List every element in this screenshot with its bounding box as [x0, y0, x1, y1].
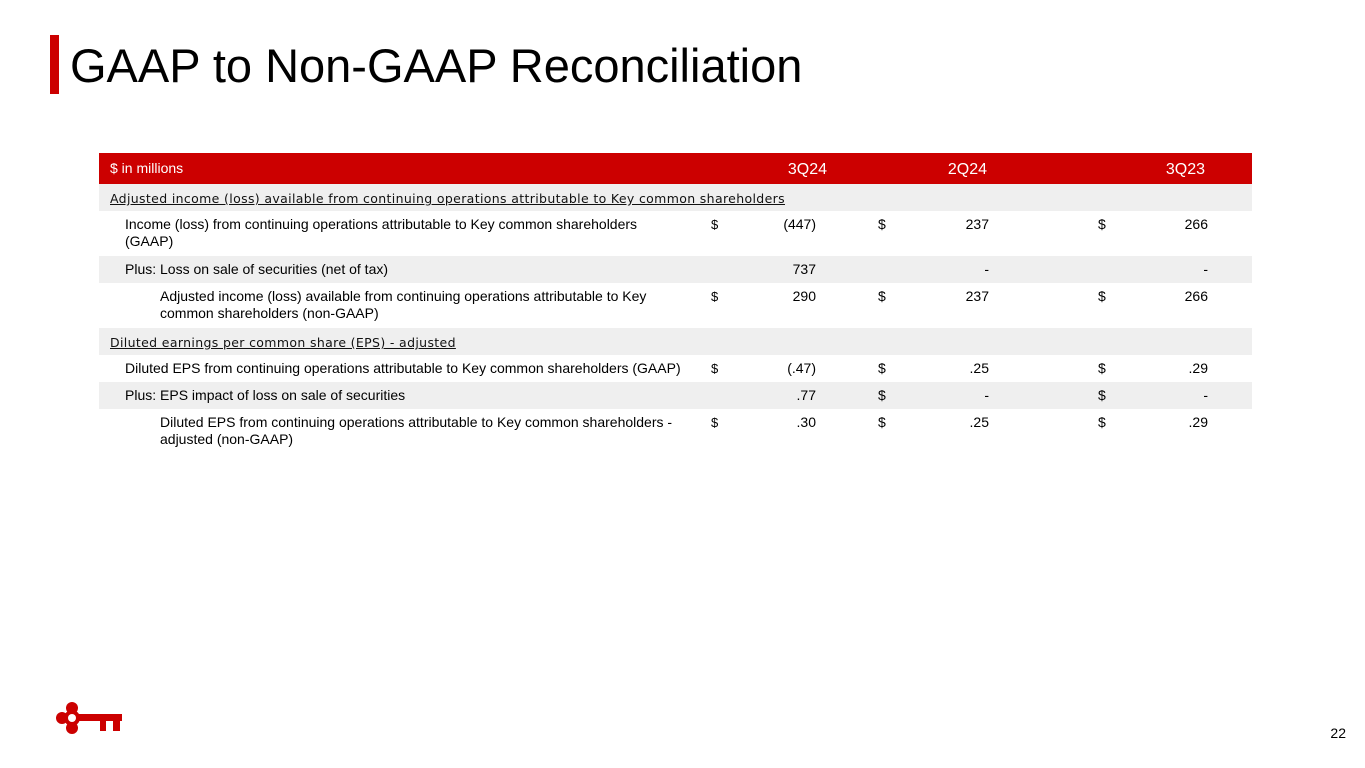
value-3q23: -: [1203, 261, 1208, 277]
currency-symbol: $: [1098, 360, 1106, 376]
currency-symbol: $: [878, 216, 886, 232]
title-accent-bar: [50, 35, 59, 94]
reconciliation-table: [99, 153, 1252, 454]
table-row: [99, 382, 1252, 409]
table-row: [99, 355, 1252, 382]
key-logo-icon: [56, 702, 124, 739]
units-label: $ in millions: [110, 160, 184, 176]
value-2q24: 237: [965, 216, 989, 232]
currency-symbol: $: [1098, 414, 1106, 430]
page-title: GAAP to Non-GAAP Reconciliation: [70, 39, 803, 92]
table-header-row: [99, 153, 1252, 184]
table-row: [99, 283, 1252, 328]
value-3q24: 737: [792, 261, 816, 277]
value-2q24: 237: [965, 288, 989, 304]
row-label: Plus: EPS impact of loss on sale of securities: [125, 387, 406, 403]
section-heading: Diluted earnings per common share (EPS) - adjusted: [110, 335, 456, 350]
row-label: Diluted EPS from continuing operations attributable to Key common shareholders - adjusted (non-GAAP): [160, 414, 673, 447]
value-3q24: .30: [796, 414, 816, 430]
page-number: 22: [1330, 725, 1346, 741]
value-3q23: 266: [1184, 288, 1208, 304]
row-label: Income (loss) from continuing operations attributable to Key common shareholders (GAAP): [125, 216, 638, 249]
value-3q24: (.47): [787, 360, 816, 376]
row-label: Diluted EPS from continuing operations attributable to Key common shareholders (GAAP): [125, 360, 681, 376]
table-row: [99, 409, 1252, 454]
currency-symbol: $: [1098, 387, 1106, 403]
currency-symbol: $: [1098, 216, 1106, 232]
section-heading: Adjusted income (loss) available from continuing operations attributable to Key common shareholders: [110, 191, 785, 206]
value-2q24: -: [984, 261, 989, 277]
value-2q24: -: [984, 387, 989, 403]
row-label: Plus: Loss on sale of securities (net of tax): [125, 261, 389, 277]
column-header-2q24: 2Q24: [947, 161, 987, 178]
currency-symbol: $: [878, 288, 886, 304]
column-header-3q23: 3Q23: [1165, 161, 1205, 178]
currency-symbol: $: [878, 387, 886, 403]
value-2q24: .25: [969, 414, 989, 430]
row-label: Adjusted income (loss) available from continuing operations attributable to Key common shareholders (non-GAAP): [160, 288, 647, 321]
value-3q23: .29: [1188, 414, 1208, 430]
value-3q23: 266: [1184, 216, 1208, 232]
value-3q24: (447): [783, 216, 816, 232]
value-3q24: .77: [796, 387, 816, 403]
table-row: [99, 211, 1252, 256]
currency-symbol: $: [878, 414, 886, 430]
table-row: [99, 256, 1252, 283]
currency-symbol: $: [711, 289, 719, 304]
value-3q23: .29: [1188, 360, 1208, 376]
currency-symbol: $: [1098, 288, 1106, 304]
value-3q23: -: [1203, 387, 1208, 403]
currency-symbol: $: [711, 415, 719, 430]
value-2q24: .25: [969, 360, 989, 376]
column-header-3q24: 3Q24: [787, 161, 827, 178]
section-heading-row: [99, 328, 1252, 355]
currency-symbol: $: [878, 360, 886, 376]
currency-symbol: $: [711, 217, 719, 232]
currency-symbol: $: [711, 361, 719, 376]
section-heading-row: [99, 184, 1252, 211]
value-3q24: 290: [792, 288, 816, 304]
